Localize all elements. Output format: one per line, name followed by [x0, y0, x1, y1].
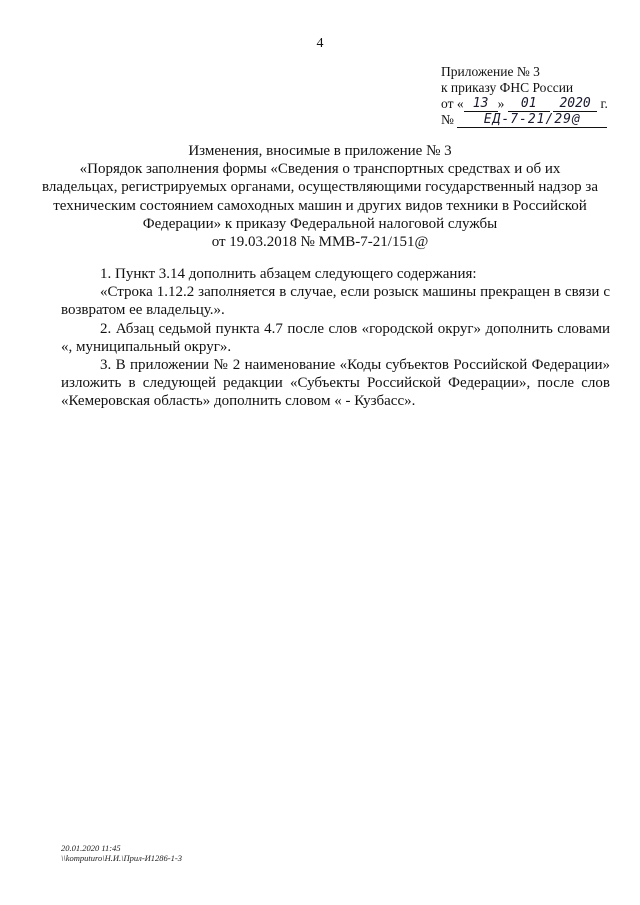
appendix-order-ref: к приказу ФНС России [441, 80, 574, 95]
order-number: ЕД-7-21/29@ [457, 113, 607, 128]
footer-file-path: \\komputuro\Н.И.\Прил-И1286-1-3 [61, 853, 182, 863]
title-heading: Изменения, вносимые в приложение № 3 [188, 143, 452, 159]
date-suffix: г. [600, 96, 608, 111]
appendix-date-line [441, 96, 631, 112]
page-number: 4 [316, 36, 324, 51]
paragraph-3: 2. Абзац седьмой пункта 4.7 после слов «городской округ» дополнить словами «, муниципальный округ». [61, 320, 610, 355]
date-day: 13 [464, 97, 498, 112]
date-month: 01 [508, 97, 550, 112]
date-prefix: от « [441, 96, 464, 111]
appendix-title: Приложение № 3 [441, 64, 540, 79]
paragraph-4: 3. В приложении № 2 наименование «Коды субъектов Российской Федерации» изложить в следующей редакции «Субъекты Российской Федерации», после слов «Кемеровская область» дополнить словом « - Кузбасс». [61, 357, 610, 410]
title-form-name: «Порядок заполнения формы «Сведения о транспортных средствах и об их владельцах, регистрируемых органами, осуществляющими государственный надзор за техническим состоянием самоходных машин и других видов техники в Российской Федерации» к приказу Федеральной налоговой службы [41, 161, 599, 232]
footer-meta [61, 843, 182, 863]
title-order-date: от 19.03.2018 № ММВ-7-21/151@ [211, 234, 429, 251]
appendix-number-line [441, 112, 631, 128]
paragraph-1: 1. Пункт 3.14 дополнить абзацем следующего содержания: [100, 266, 477, 282]
date-year: 2020 [553, 97, 597, 112]
number-prefix: № [441, 112, 454, 127]
appendix-block [441, 64, 631, 128]
paragraph-2: «Строка 1.12.2 заполняется в случае, если розыск машины прекращен в связи с возвратом ее владельцу.». [61, 284, 610, 319]
footer-timestamp: 20.01.2020 11:45 [61, 843, 121, 853]
document-body [61, 265, 610, 411]
document-title [40, 142, 600, 251]
date-close-quote: » [497, 96, 505, 111]
